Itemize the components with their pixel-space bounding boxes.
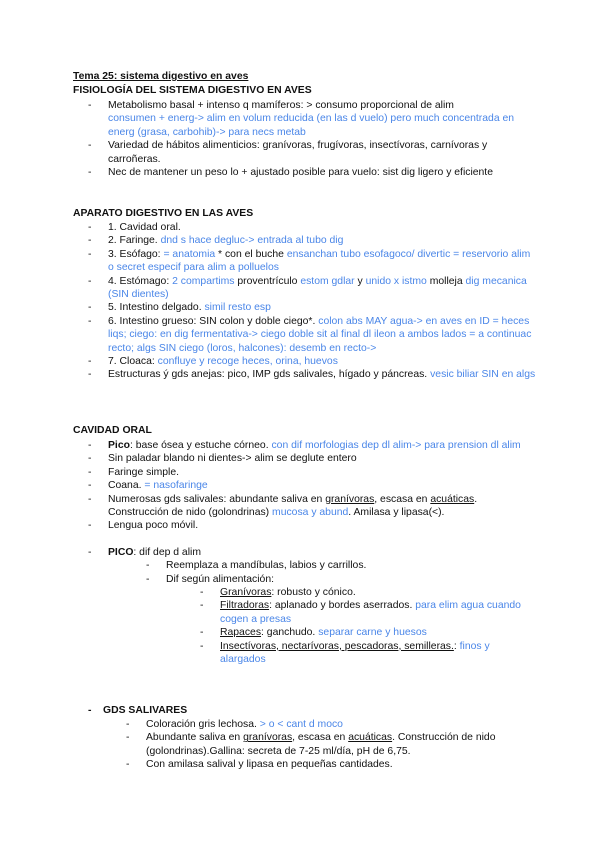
list-item: - Dif según alimentación: - Granívoras: robusto y cónico. - Filtradoras: aplanado y bordes aserrados. para elim agua cuando cogen a presas - Rapaces: ganchudo. separar carne y huesos - Insectívoras, nectarívoras, pescadoras, semilleras.: finos y alargados [146, 573, 536, 667]
doc-title: Tema 25: sistema digestivo en aves [73, 71, 249, 82]
list-gds-salivares [126, 718, 526, 772]
list-item: - Lengua poco móvil. [88, 520, 199, 532]
list-aparato [88, 221, 536, 382]
list-item: - Sin paladar blando ni dientes-> alim se deglute entero [88, 453, 357, 465]
list-item: - Insectívoras, nectarívoras, pescadoras, semilleras.: finos y alargados [200, 640, 490, 666]
list-item: - 1. Cavidad oral. [88, 222, 181, 233]
list-item: - Coana. = nasofaringe [88, 480, 208, 492]
list-item: - 4. Estómago: 2 compartims proventrículo estom gdlar y unido x istmo molleja dig mecanica (SIN dientes) [88, 275, 527, 301]
list-item: - Numerosas gds salivales: abundante saliva en granívoras, escasa en acuáticas. Construcción de nido (golondrinas) mucosa y abund. Amilasa y lipasa(<). [88, 493, 478, 519]
list-item: - Con amilasa salival y lipasa en pequeñas cantidades. [126, 759, 393, 771]
sublist-pico [146, 559, 536, 666]
sublist-alimentacion [200, 586, 536, 666]
list-item: - 7. Cloaca: confluye y recoge heces, orina, huevos [88, 356, 338, 368]
list-item: - Estructuras ý gds anejas: pico, IMP gds salivales, hígado y páncreas. vesic biliar SIN en algs [88, 369, 536, 381]
list-item: - Rapaces: ganchudo. separar carne y huesos [200, 627, 427, 639]
heading-fisiologia: FISIOLOGÍA DEL SISTEMA DIGESTIVO EN AVES [73, 85, 312, 96]
list-fisiologia [88, 99, 536, 179]
list-item: - Metabolismo basal + intenso q mamíferos: > consumo proporcional de alim consumen + energ-> alim en volum reducida (en las d vuelo) pero much concentrada en energ (grasa, carbohib)-> para necs metab [88, 100, 515, 138]
heading-aparato: APARATO DIGESTIVO EN LAS AVES [73, 208, 254, 219]
list-item: - Pico: base ósea y estuche córneo. con dif morfologias dep dl alim-> para prension dl alim [88, 440, 521, 451]
list-item: - Filtradoras: aplanado y bordes aserrados. para elim agua cuando cogen a presas [200, 600, 521, 625]
list-item: - Granívoras: robusto y cónico. [200, 587, 356, 599]
list-item: - 6. Intestino grueso: SIN colon y doble ciego*. colon abs MAY agua-> en aves en ID = heces liqs; ciego: en dig fermentativa-> ciego doble sit al final dl ileon a ambos lados = a continuac recto; algs SIN ciego (loros, halcones): desemb en recto-> [88, 315, 532, 354]
list-item: - Variedad de hábitos alimenticios: granívoras, frugívoras, insectívoras, carnívoras y carroñeras. [88, 140, 488, 165]
spacer [88, 533, 536, 546]
list-item: - Coloración gris lechosa. > o < cant d moco [126, 719, 343, 730]
list-item: - 5. Intestino delgado. simil resto esp [88, 302, 271, 314]
list-cavidad-oral [88, 439, 536, 667]
list-item: - 2. Faringe. dnd s hace degluc-> entrada al tubo dig [88, 235, 344, 247]
list-item: - 3. Esófago: = anatomia * con el buche ensanchan tubo esofagoco/ divertic = reservorio alim o secret especif para alim a polluelos [88, 248, 531, 274]
list-item: - Faringe simple. [88, 466, 180, 478]
list-item: - Reemplaza a mandíbulas, labios y carrillos. [146, 560, 367, 572]
list-item-pico: - PICO: dif dep d alim - Reemplaza a mandíbulas, labios y carrillos. - Dif según alimentación: - Granívoras: robusto y cónico. - Filtradoras: aplanado y bordes aserrados. para elim agua cuando cogen a presas - Rapaces: ganchudo. separar carne y huesos - Insectívoras, nectarívoras, pescadoras, semilleras.: finos y alargados [88, 546, 536, 667]
list-item: - Abundante saliva en granívoras, escasa en acuáticas. Construcción de nido (golondrinas).Gallina: secreta de 7-25 ml/día, pH de 6,75. [126, 732, 496, 757]
heading-cavidad-oral: CAVIDAD ORAL [73, 425, 152, 436]
list-item: - Nec de mantener un peso lo + ajustado posible para vuelo: sist dig ligero y eficiente [88, 167, 493, 179]
heading-gds-salivares: - GDS SALIVARES [88, 705, 188, 716]
